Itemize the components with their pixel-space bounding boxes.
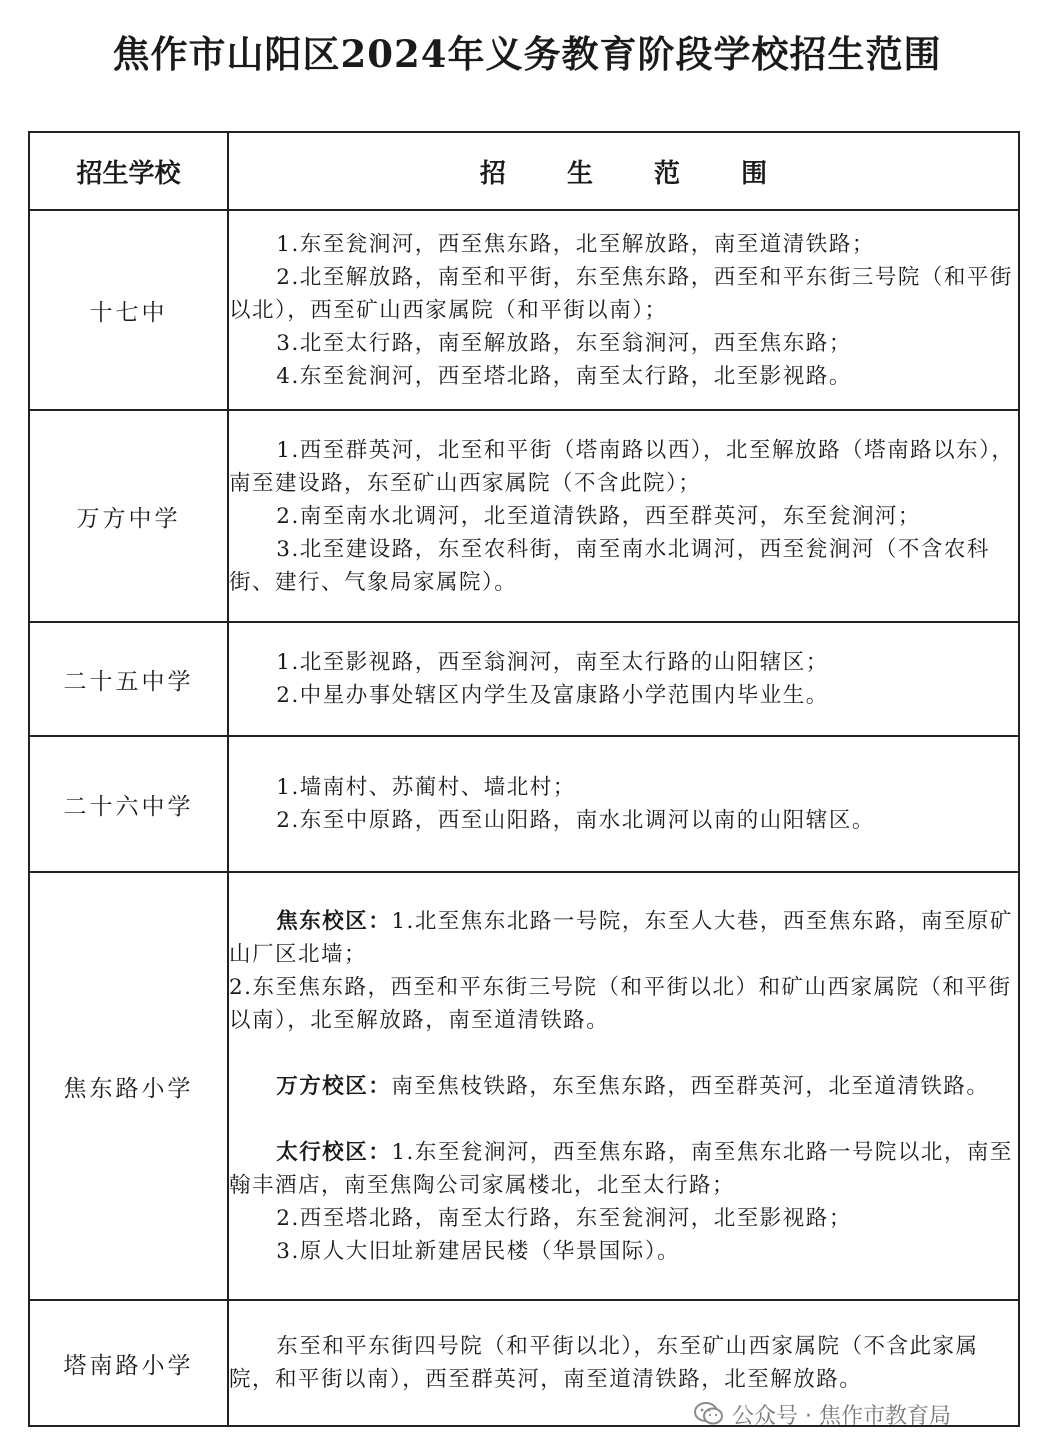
table-row <box>29 622 1019 736</box>
scope-line: 1.东至瓮涧河，西至焦东路，北至解放路，南至道清铁路； <box>276 231 875 257</box>
school-name: 二十五中学 <box>29 622 228 736</box>
scope-line: 2.中星办事处辖区内学生及富康路小学范围内毕业生。 <box>276 683 829 708</box>
table-header-row <box>29 132 1019 210</box>
enrollment-table <box>28 131 1020 1427</box>
scope-cell <box>228 210 1019 410</box>
table-row <box>29 872 1019 1300</box>
table-row <box>29 736 1019 872</box>
table-row <box>29 210 1019 410</box>
scope-line: 1.墙南村、苏蔺村、墙北村； <box>276 775 576 800</box>
scope-cell <box>228 410 1019 622</box>
school-name: 万方中学 <box>29 410 228 622</box>
school-name: 二十六中学 <box>29 736 228 872</box>
scope-line: 南至焦枝铁路，东至焦东路，西至群英河，北至道清铁路。 <box>391 1073 990 1099</box>
campus-paragraph <box>229 1136 1018 1202</box>
scope-cell <box>228 872 1019 1300</box>
watermark <box>694 1397 951 1431</box>
scope-line: 4.东至瓮涧河，西至塔北路，南至太行路，北至影视路。 <box>276 363 852 389</box>
scope-line: 3.原人大旧址新建居民楼（华景国际）。 <box>276 1238 681 1264</box>
wechat-icon <box>694 1401 724 1427</box>
scope-line: 1.北至焦东北路一号院，东至人大巷，西至焦东路，南至原矿山厂区北墙； <box>229 908 1013 967</box>
scope-line: 1.北至影视路，西至翁涧河，南至太行路的山阳辖区； <box>276 650 829 675</box>
scope-line: 1.东至瓮涧河，西至焦东路，南至焦东北路一号院以北，南至翰丰酒店，南至焦陶公司家属楼北，北至太行路； <box>229 1139 1013 1198</box>
scope-line: 1.西至群英河，北至和平街（塔南路以西），北至解放路（塔南路以东），南至建设路，东至矿山西家属院（不含此院）； <box>229 437 1015 496</box>
scope-line: 3.北至太行路，南至解放路，东至翁涧河，西至焦东路； <box>276 330 852 356</box>
watermark-text: 公众号 · 焦作市教育局 <box>732 1403 951 1429</box>
campus-name: 焦东校区： <box>276 908 392 934</box>
school-name: 焦东路小学 <box>29 872 228 1300</box>
scope-line: 2.东至焦东路，西至和平东街三号院（和平街以北）和矿山西家属院（和平街以南），北至解放路，南至道清铁路。 <box>229 974 1012 1033</box>
scope-line: 2.南至南水北调河，北至道清铁路，西至群英河，东至瓮涧河； <box>276 503 921 529</box>
scope-cell <box>228 736 1019 872</box>
scope-cell <box>228 622 1019 736</box>
school-name: 塔南路小学 <box>29 1300 228 1426</box>
scope-line: 2.西至塔北路，南至太行路，东至瓮涧河，北至影视路； <box>276 1205 852 1231</box>
campus-name: 万方校区： <box>276 1073 392 1099</box>
school-name: 十七中 <box>29 210 228 410</box>
scope-line: 3.北至建设路，东至农科街，南至南水北调河，西至瓮涧河（不含农科街、建行、气象局家属院）。 <box>229 536 990 595</box>
campus-paragraph <box>229 1070 1018 1103</box>
header-scope: 招 生 范 围 <box>228 132 1019 210</box>
scope-line: 2.东至中原路，西至山阳路，南水北调河以南的山阳辖区。 <box>276 808 875 833</box>
scope-line: 东至和平东街四号院（和平街以北），东至矿山西家属院（不含此家属院，和平街以南），西至群英河，南至道清铁路，北至解放路。 <box>229 1334 979 1392</box>
campus-name: 太行校区： <box>276 1139 392 1165</box>
header-school: 招生学校 <box>29 132 228 210</box>
table-row <box>29 410 1019 622</box>
campus-paragraph <box>229 905 1018 971</box>
scope-line: 2.北至解放路，南至和平街，东至焦东路，西至和平东街三号院（和平街以北），西至矿山西家属院（和平街以南）； <box>229 264 1013 323</box>
page-title: 焦作市山阳区2024年义务教育阶段学校招生范围 <box>112 32 942 76</box>
